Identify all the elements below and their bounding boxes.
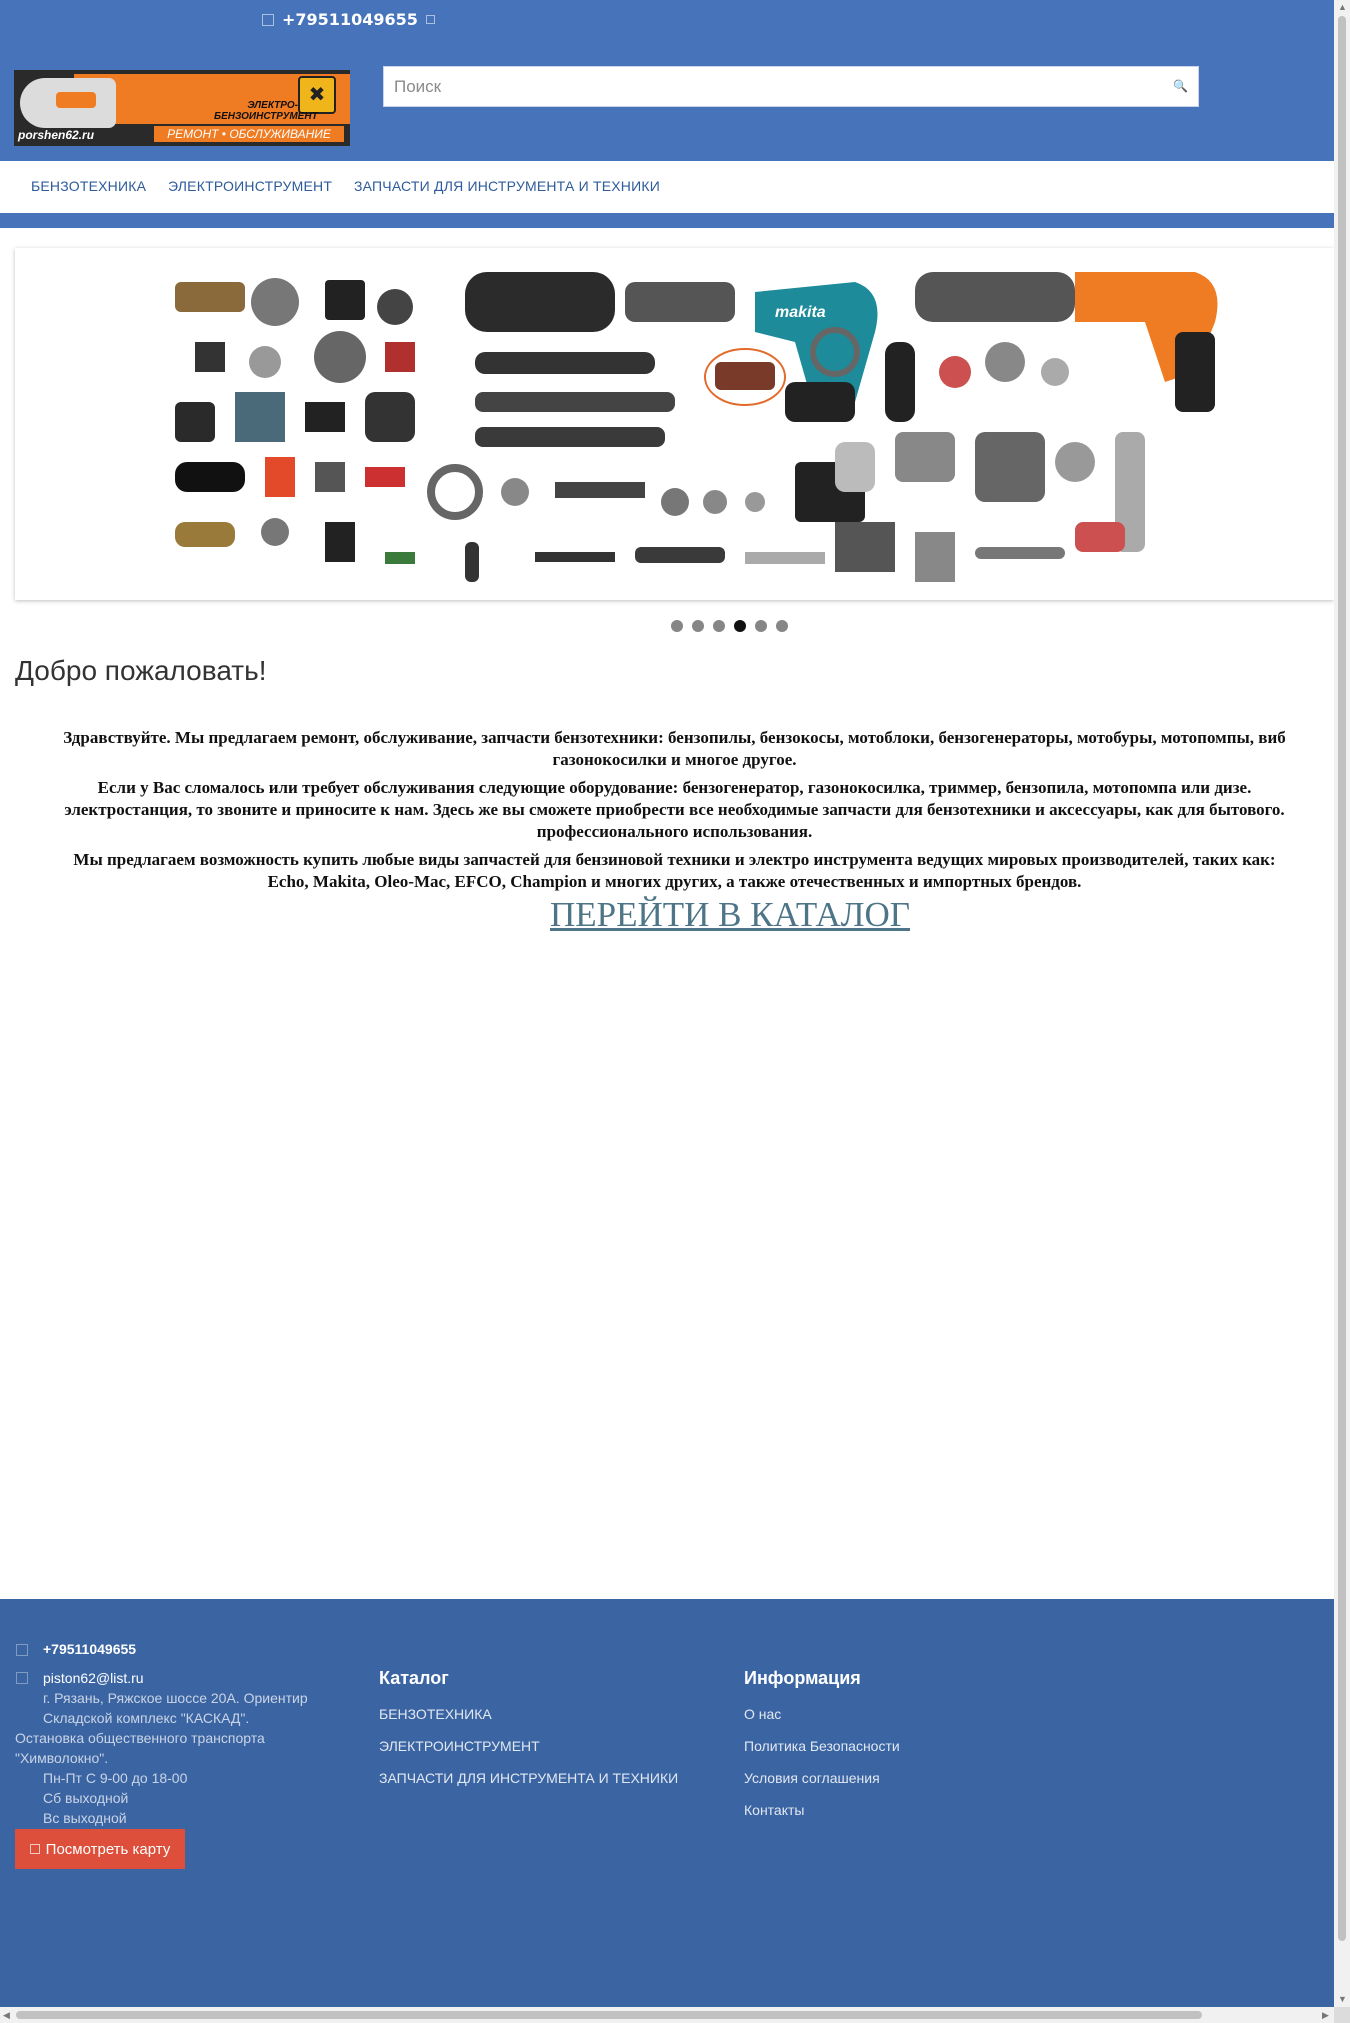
footer-catalog-link-benzotehnika[interactable]: БЕНЗОТЕХНИКА — [379, 1706, 492, 1722]
phone-icon — [262, 14, 274, 26]
slider-dot[interactable] — [755, 620, 767, 632]
slider-dot[interactable] — [671, 620, 683, 632]
footer-catalog-link-zapchasti[interactable]: ЗАПЧАСТИ ДЛЯ ИНСТРУМЕНТА И ТЕХНИКИ — [379, 1770, 679, 1786]
site-logo[interactable] — [14, 70, 350, 146]
footer-info-title: Информация — [744, 1668, 861, 1688]
article-paragraph-3 — [15, 849, 1334, 893]
page-title: Добро пожаловать! — [15, 655, 267, 686]
footer-info-link-terms[interactable]: Условия соглашения — [744, 1770, 880, 1786]
map-pin-icon — [30, 1844, 40, 1854]
nav-item-zapchasti[interactable]: ЗАПЧАСТИ ДЛЯ ИНСТРУМЕНТА И ТЕХНИКИ — [354, 178, 660, 194]
view-map-button[interactable] — [15, 1829, 185, 1869]
address-line-4: "Химволокно". — [15, 1750, 109, 1766]
horizontal-scrollbar[interactable] — [0, 2007, 1334, 2023]
search-icon[interactable]: 🔍 — [1173, 79, 1188, 93]
vertical-scrollbar[interactable] — [1334, 0, 1350, 2007]
scroll-down-icon[interactable]: ▼ — [1338, 1994, 1347, 2004]
search-input[interactable] — [384, 67, 1164, 106]
hours-weekdays: Пн-Пт С 9-00 до 18-00 — [43, 1770, 188, 1786]
logo-url: porshen62.ru — [18, 128, 95, 142]
article-p2-line3: профессионального использования. — [536, 822, 813, 841]
header-phone[interactable] — [262, 10, 435, 29]
article-p2-line1: Если у Вас сломалось или требует обслуживания следующие оборудование: бензогенератор, газонокосилка, триммер, бензопила, мотопомпа или дизе. — [97, 778, 1252, 797]
main-nav — [0, 161, 1334, 213]
vertical-scroll-thumb[interactable] — [1338, 16, 1346, 1941]
svg-text:makita: makita — [775, 304, 826, 321]
parts-group-left — [175, 278, 415, 564]
article-p3-line1: Мы предлагаем возможность купить любые виды запчастей для бензиновой техники и электро инструмента ведущих мировых производителей, таких как: — [73, 850, 1276, 869]
footer-email[interactable]: piston62@list.ru — [43, 1670, 144, 1686]
scrollbar-corner — [1334, 2007, 1350, 2023]
slider-dot[interactable] — [776, 620, 788, 632]
chevron-down-icon — [426, 15, 435, 24]
drill-group-middle — [431, 272, 878, 582]
slider-pagination — [671, 620, 788, 632]
footer-catalog-link-elektroinstrument[interactable]: ЭЛЕКТРОИНСТРУМЕНТ — [379, 1738, 540, 1754]
logo-title-line1: ЭЛЕКТРО- — [247, 100, 298, 111]
address-line-2: Складской комплекс "КАСКАД". — [43, 1710, 250, 1726]
footer-info-link-contacts[interactable]: Контакты — [744, 1802, 805, 1818]
article-p1-line2: газонокосилки и многое другое. — [552, 750, 797, 769]
email-icon — [16, 1672, 28, 1684]
scroll-up-icon[interactable]: ▲ — [1338, 2, 1347, 12]
footer-catalog-title: Каталог — [379, 1668, 449, 1688]
footer-info-link-about[interactable]: О нас — [744, 1706, 782, 1722]
view-map-button-label: Посмотреть карту — [45, 1840, 171, 1858]
slide-image — [155, 262, 1334, 592]
phone-icon — [16, 1644, 28, 1656]
slider-dot[interactable] — [692, 620, 704, 632]
horizontal-scroll-thumb[interactable] — [16, 2011, 1202, 2019]
hours-sunday: Вс выходной — [43, 1810, 127, 1826]
header — [0, 0, 1334, 161]
article-text — [15, 727, 1334, 897]
nav-divider — [0, 213, 1334, 228]
address-line-3: Остановка общественного транспорта — [15, 1730, 265, 1746]
nav-item-benzotehnika[interactable]: БЕНЗОТЕХНИКА — [31, 178, 147, 194]
article-p2-line2: электростанция, то звоните и приносите к нам. Здесь же вы сможете приобрести все необходимые запчасти для бензотехники и аксессуары, как для бытового. — [64, 800, 1285, 819]
logo-title — [214, 100, 318, 122]
slider-dot[interactable] — [713, 620, 725, 632]
catalog-link[interactable]: ПЕРЕЙТИ В КАТАЛОГ — [550, 895, 910, 934]
hours-saturday: Сб выходной — [43, 1790, 129, 1806]
chainsaw-icon — [20, 78, 116, 128]
footer-info-link-privacy[interactable]: Политика Безопасности — [744, 1738, 900, 1754]
header-phone-number: +79511049655 — [282, 10, 418, 29]
article-paragraph-1 — [15, 727, 1334, 771]
footer-phone[interactable]: +79511049655 — [43, 1641, 137, 1657]
scroll-right-icon[interactable]: ▶ — [1322, 2010, 1329, 2020]
image-slider[interactable] — [15, 248, 1334, 600]
article-paragraph-2 — [15, 777, 1334, 843]
logo-tagline: РЕМОНТ • ОБСЛУЖИВАНИЕ — [154, 126, 344, 142]
scroll-left-icon[interactable]: ◀ — [3, 2010, 10, 2020]
article-p3-line2: Echo, Makita, Oleo-Mac, EFCO, Champion и многих других, а также отечественных и импортных брендов. — [267, 872, 1082, 891]
nav-item-elektroinstrument[interactable]: ЭЛЕКТРОИНСТРУМЕНТ — [168, 178, 333, 194]
article-p1-line1: Здравствуйте. Мы предлагаем ремонт, обслуживание, запчасти бензотехники: бензопилы, бензокосы, мотоблоки, бензогенераторы, мотобуры, мотопомпы, виб — [63, 728, 1286, 747]
tools-icon: ✖ — [298, 76, 336, 114]
footer — [0, 1599, 1334, 2007]
address-line-1: г. Рязань, Ряжское шоссе 20А. Ориентир — [43, 1690, 308, 1706]
search-box — [383, 66, 1199, 107]
slider-dot-active[interactable] — [734, 620, 746, 632]
logo-title-line2: БЕНЗОИНСТРУМЕНТ — [214, 111, 318, 122]
